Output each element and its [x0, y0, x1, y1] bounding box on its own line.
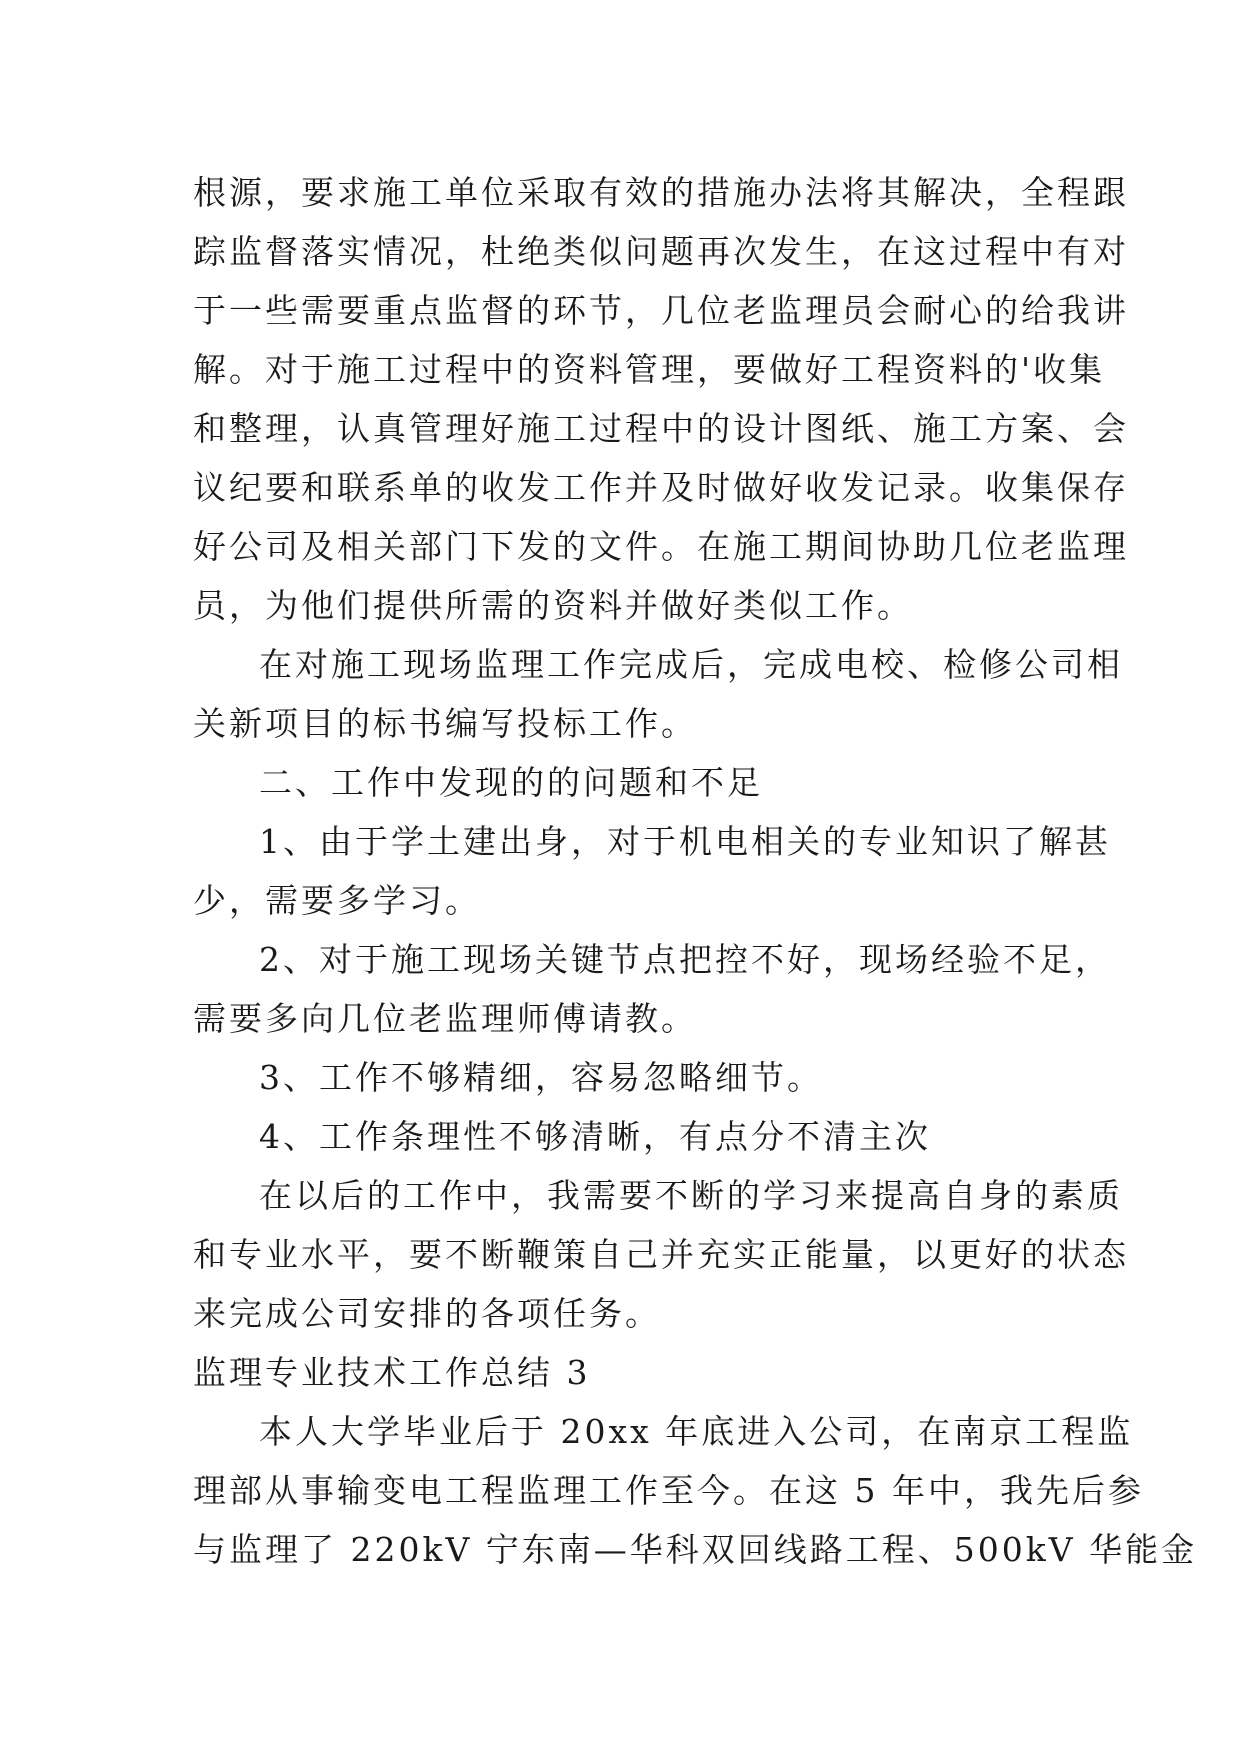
- paragraph-line: 与监理了 220kV 宁东南—华科双回线路工程、500kV 华能金: [193, 1530, 1198, 1569]
- paragraph-line: 根源，要求施工单位采取有效的措施办法将其解决，全程跟: [193, 173, 1129, 212]
- list-item-line: 2、对于施工现场关键节点把控不好，现场经验不足，: [259, 940, 1111, 979]
- paragraph-line: 和专业水平，要不断鞭策自己并充实正能量，以更好的状态: [193, 1235, 1129, 1274]
- paragraph-line: 解。对于施工过程中的资料管理，要做好工程资料的'收集: [193, 350, 1106, 389]
- list-item-line: 3、工作不够精细，容易忽略细节。: [259, 1058, 823, 1097]
- paragraph-line: 本人大学毕业后于 20xx 年底进入公司，在南京工程监: [259, 1412, 1134, 1451]
- paragraph-line: 员，为他们提供所需的资料并做好类似工作。: [193, 586, 913, 625]
- list-item-line: 4、工作条理性不够清晰，有点分不清主次: [259, 1117, 931, 1156]
- list-item-line: 少，需要多学习。: [193, 881, 481, 920]
- paragraph-line: 在对施工现场监理工作完成后，完成电校、检修公司相: [259, 645, 1123, 684]
- paragraph-line: 踪监督落实情况，杜绝类似问题再次发生，在这过程中有对: [193, 232, 1129, 271]
- paragraph-line: 在以后的工作中，我需要不断的学习来提高自身的素质: [259, 1176, 1123, 1215]
- section-heading: 二、工作中发现的的问题和不足: [259, 763, 763, 802]
- paragraph-line: 和整理，认真管理好施工过程中的设计图纸、施工方案、会: [193, 409, 1129, 448]
- paragraph-line: 关新项目的标书编写投标工作。: [193, 704, 697, 743]
- section-title: 监理专业技术工作总结 3: [193, 1353, 591, 1392]
- document-body: [193, 163, 1198, 1579]
- paragraph-line: 议纪要和联系单的收发工作并及时做好收发记录。收集保存: [193, 468, 1129, 507]
- list-item-line: 1、由于学土建出身，对于机电相关的专业知识了解甚: [259, 822, 1111, 861]
- paragraph-line: 来完成公司安排的各项任务。: [193, 1294, 661, 1333]
- list-item-line: 需要多向几位老监理师傅请教。: [193, 999, 697, 1038]
- paragraph-line: 理部从事输变电工程监理工作至今。在这 5 年中，我先后参: [193, 1471, 1144, 1510]
- paragraph-line: 好公司及相关部门下发的文件。在施工期间协助几位老监理: [193, 527, 1129, 566]
- paragraph-line: 于一些需要重点监督的环节，几位老监理员会耐心的给我讲: [193, 291, 1129, 330]
